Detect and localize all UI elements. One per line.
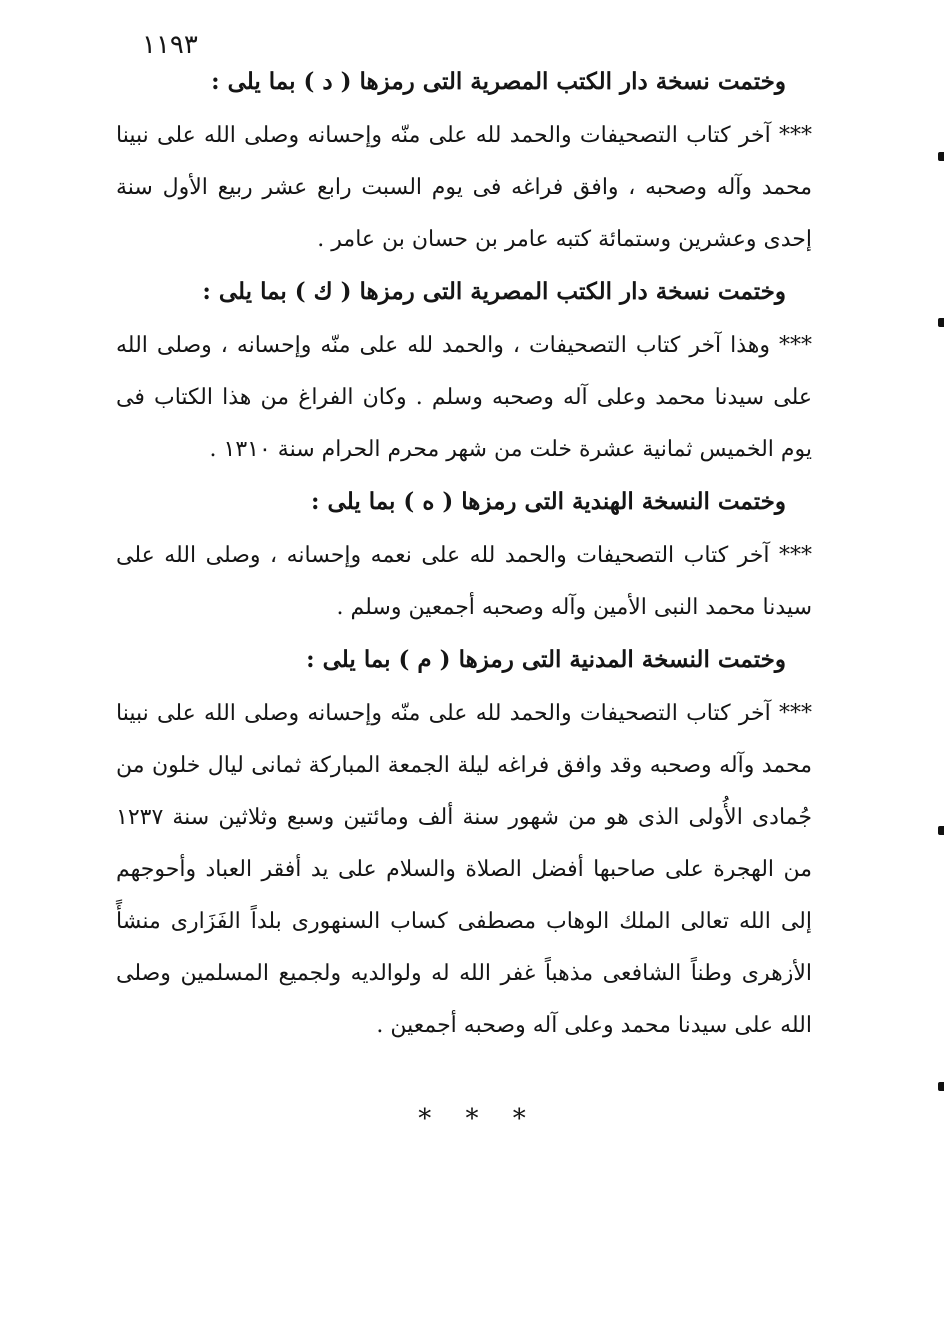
section-heading: وختمت النسخة الهندية التى رمزها ( ه ) بما يلى : (311, 488, 786, 515)
margin-mark (938, 1082, 944, 1091)
margin-mark (938, 826, 944, 835)
margin-mark (938, 152, 944, 161)
colophon-section-ha (116, 482, 812, 634)
section-heading: وختمت نسخة دار الكتب المصرية التى رمزها ( د ) بما يلى : (211, 68, 786, 95)
colophon-paragraph: *** آخر كتاب التصحيفات والحمد لله على نعمه وإحسانه ، وصلى الله على سيدنا محمد النبى الأمين وآله وصحبه أجمعين وسلم . (116, 543, 812, 620)
colophon-paragraph: *** آخر كتاب التصحيفات والحمد لله على منّه وإحسانه وصلى الله على نبينا محمد وآله وصحبه وقد وافق فراغه ليلة الجمعة المباركة ثمانى ليال خلون من جُمادى الأُولى الذى هو من شهور سنة ألف ومائتين وسبع وثلاثين سنة ١٢٣٧ من الهجرة على صاحبها أفضل الصلاة والسلام على يد أفقر العباد وأحوجهم إلى الله تعالى الملك الوهاب مصطفى كساب السنهورى بلداً الفَزَارى منشأً الأزهرى وطناً الشافعى مذهباً غفر الله له ولوالديه ولجميع المسلمين وصلى الله على سيدنا محمد وعلى آله وصحبه أجمعين . (116, 701, 813, 1038)
colophon-section-mim (116, 640, 812, 1052)
page-body (116, 62, 812, 1058)
margin-mark (938, 318, 944, 327)
section-heading: وختمت نسخة دار الكتب المصرية التى رمزها ( ك ) بما يلى : (202, 278, 786, 305)
colophon-paragraph: *** آخر كتاب التصحيفات والحمد لله على منّه وإحسانه وصلى الله على نبينا محمد وآله وصحبه ، وافق فراغه فى يوم السبت رابع عشر ربيع الأول سنة إحدى وعشرين وستمائة كتبه عامر بن حسان بن عامر . (116, 123, 812, 252)
end-ornament: * * * (418, 1104, 526, 1134)
section-heading: وختمت النسخة المدنية التى رمزها ( م ) بما يلى : (306, 646, 786, 673)
colophon-paragraph: *** وهذا آخر كتاب التصحيفات ، والحمد لله على منّه وإحسانه ، وصلى الله على سيدنا محمد وعلى آله وصحبه وسلم . وكان الفراغ من هذا الكتاب فى يوم الخميس ثمانية عشرة خلت من شهر محرم الحرام سنة ١٣١٠ . (116, 333, 812, 462)
colophon-section-dal (116, 62, 812, 266)
page-number: ١١٩٣ (142, 30, 198, 60)
colophon-section-kaf (116, 272, 812, 476)
